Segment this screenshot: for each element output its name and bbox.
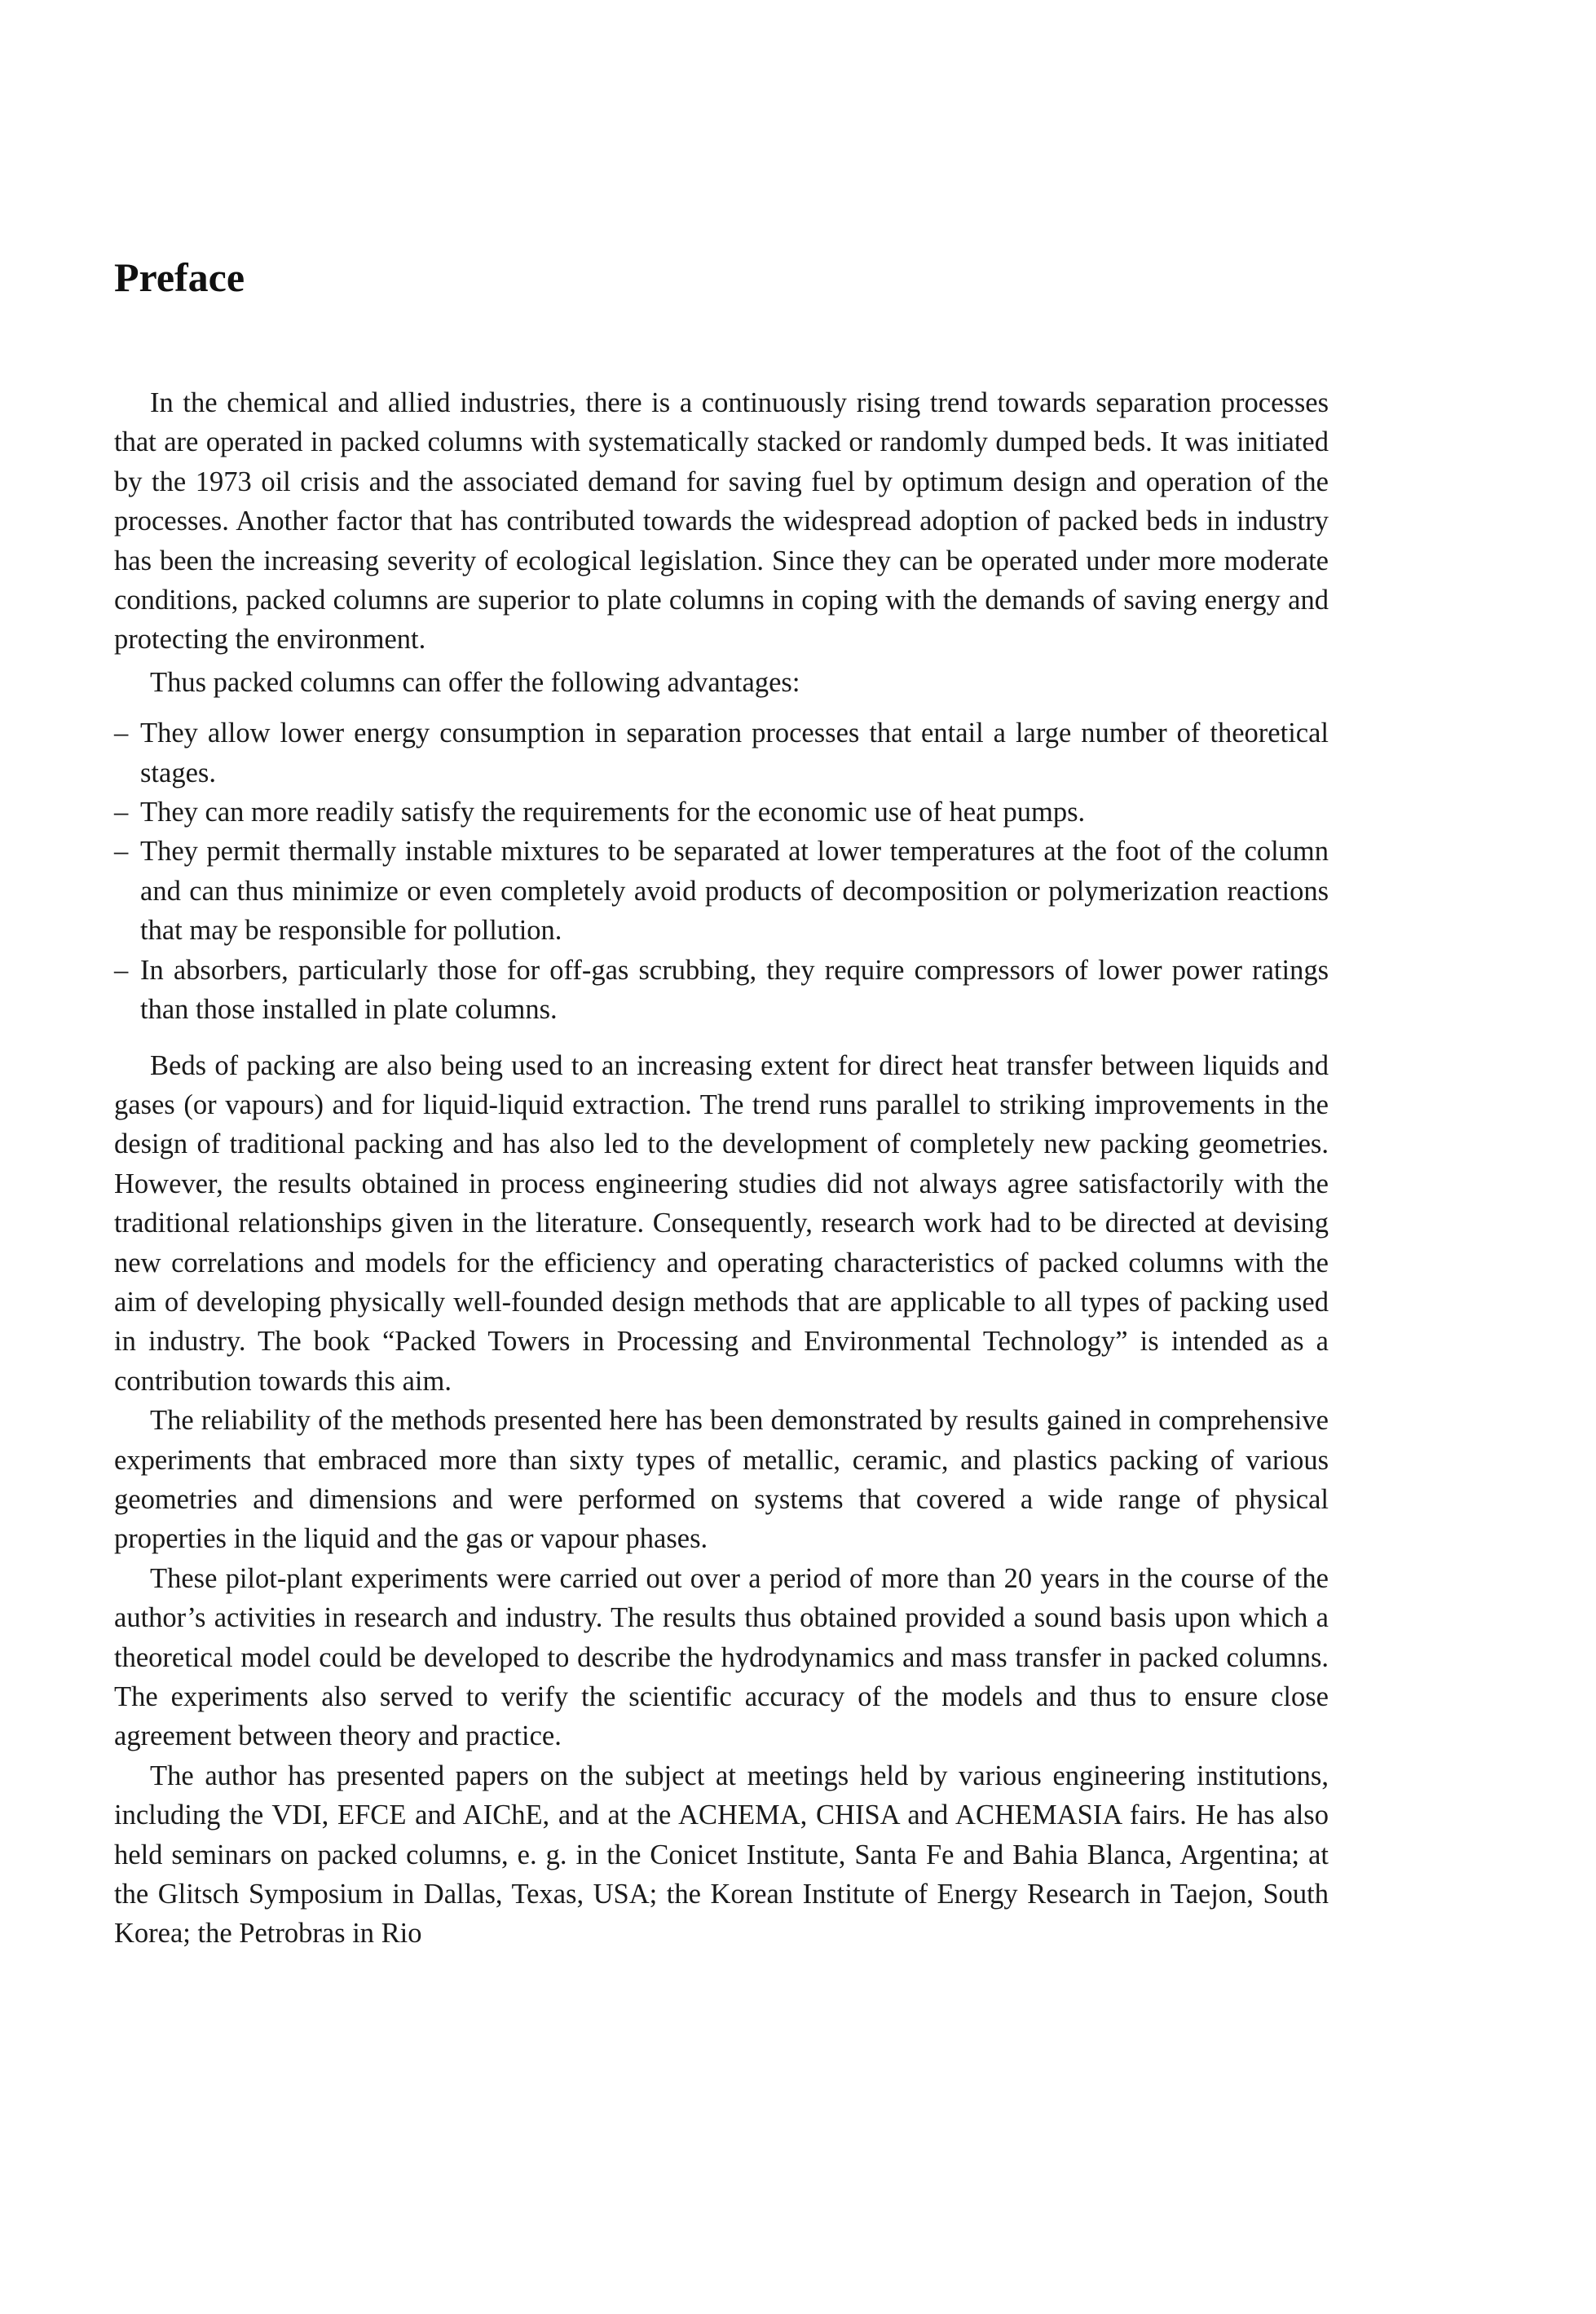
preface-body [114,383,1329,1954]
paragraph-advantages-lead: Thus packed columns can offer the following advantages: [150,666,800,698]
list-item [114,793,1329,832]
list-item-text: They permit thermally instable mixtures to be separated at lower temperatures at the foot of the column and can thus minimize or even completely avoid products of decomposition or polymerization reactions that may be responsible for pollution. [140,836,1329,947]
paragraph-intro: In the chemical and allied industries, there is a continuously rising trend towards separation processes that are operated in packed columns with systematically stacked or randomly dumped beds. It was initiated by the 1973 oil crisis and the associated demand for saving fuel by optimum design and operation of the processes. Another factor that has contributed towards the widespread adoption of packed beds in industry has been the increasing severity of ecological legislation. Since they can be operated under more moderate conditions, packed columns are superior to plate columns in coping with the demands of saving energy and protecting the environment. [114,387,1329,656]
paragraph-pilot-plant: These pilot-plant experiments were carried out over a period of more than 20 years in the course of the author’s activities in research and industry. The results thus obtained provided a sound basis upon which a theoretical model could be developed to describe the hydrodynamics and mass transfer in packed columns. The experiments also served to verify the scientific accuracy of the models and thus to ensure close agreement between theory and practice. [114,1562,1329,1752]
list-item-text: In absorbers, particularly those for off-gas scrubbing, they require compressors of lower power ratings than those installed in plate columns. [140,954,1329,1026]
list-dash: – [114,718,129,749]
list-item-text: They allow lower energy consumption in separation processes that entail a large number of theoretical stages. [140,718,1329,788]
page-title: Preface [114,254,245,300]
list-dash: – [114,836,129,868]
list-dash: – [114,954,129,986]
list-item-text: They can more readily satisfy the requirements for the economic use of heat pumps. [140,797,1086,828]
paragraph-author-papers: The author has presented papers on the subject at meetings held by various engineering institutions, including the VDI, EFCE and AIChE, and at the ACHEMA, CHISA and ACHEMASIA fairs. He has also held seminars on packed columns, e. g. in the Conicet Institute, Santa Fe and Bahia Blanca, Argentina; at the Glitsch Symposium in Dallas, Texas, USA; the Korean Institute of Energy Research in Taejon, South Korea; the Petrobras in Rio [114,1760,1329,1950]
advantages-list [114,713,1329,1029]
list-dash: – [114,797,129,828]
list-item [114,713,1329,793]
paragraph-reliability: The reliability of the methods presented here has been demonstrated by results gained in comprehensive experiments that embraced more than sixty types of metallic, ceramic, and plastics packing of various geometries and dimensions and were performed on systems that covered a wide range of physical properties in the liquid and the gas or vapour phases. [114,1405,1329,1555]
list-item [114,951,1329,1030]
paragraph-beds-of-packing: Beds of packing are also being used to an increasing extent for direct heat transfer between liquids and gases (or vapours) and for liquid-liquid extraction. The trend runs parallel to striking improvements in the design of traditional packing and has also led to the development of completely new packing geometries. However, the results obtained in process engineering studies did not always agree satisfactorily with the traditional relationships given in the literature. Consequently, research work had to be directed at devising new correlations and models for the efficiency and operating characteristics of packed columns with the aim of developing physically well-founded design methods that are applicable to all types of packing used in industry. The book “Packed Towers in Processing and Environmental Technology” is intended as a contribution towards this aim. [114,1049,1329,1397]
list-item [114,832,1329,950]
